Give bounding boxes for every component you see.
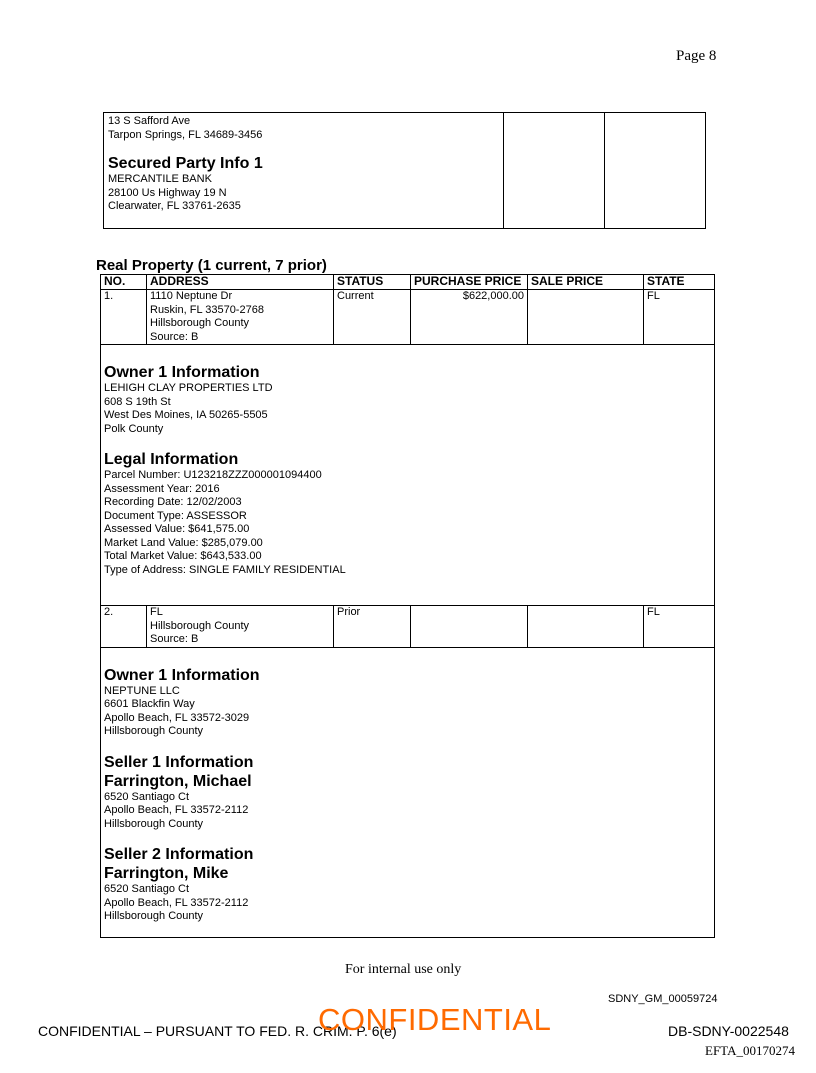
table-header-row [101,275,715,290]
address-line: FL [150,606,163,618]
record-purchase-price [411,606,528,648]
seller-line: Hillsborough County [104,817,204,830]
legal-heading: Legal Information [104,451,239,468]
real-property-title: Real Property (1 current, 7 prior) [96,257,327,274]
owner-line: Polk County [104,422,164,435]
record-status: Current [334,290,411,345]
owner-line: NEPTUNE LLC [104,684,180,697]
address-line: Tarpon Springs, FL 34689-3456 [108,128,263,141]
address-line: Source: B [150,633,199,645]
record-state: FL [644,606,715,648]
confidential-stamp: CONFIDENTIAL [318,1002,552,1037]
seller-line: Hillsborough County [104,910,204,922]
record-purchase-price: $622,000.00 [411,290,528,345]
column-header: PURCHASE PRICE [411,275,528,290]
owner-line: Apollo Beach, FL 33572-3029 [104,711,250,724]
owner-line: 6601 Blackfin Way [104,698,195,710]
record-details-row [101,647,715,937]
seller-line: 6520 Santiago Ct [104,790,190,803]
record-details [101,345,715,606]
column-header: SALE PRICE [528,275,644,290]
empty-cell [504,113,605,228]
seller-name: Farrington, Mike [104,865,229,882]
seller-heading: Seller 1 Information [104,753,254,771]
address-line: 1110 Neptune Dr [150,290,233,302]
seller-line: Apollo Beach, FL 33572-2112 [104,804,249,816]
legal-line: Parcel Number: U123218ZZZ000001094400 [104,469,322,481]
confidential-notice: CONFIDENTIAL – PURSUANT TO FED. R. CRIM. P. 6(e) [38,1023,397,1039]
record-sale-price [528,606,644,648]
record-details [101,647,715,937]
record-number: 2. [101,606,147,648]
column-header: STATUS [334,275,411,290]
efta-number: EFTA_00170274 [705,1043,795,1058]
legal-line: Market Land Value: $285,079.00 [104,536,263,549]
record-sale-price [528,290,644,345]
record-status: Prior [334,606,411,648]
secured-party-box [103,112,706,229]
bates-number: SDNY_GM_00059724 [608,993,718,1005]
legal-line: Assessed Value: $641,575.00 [104,523,250,535]
owner-line: Hillsborough County [104,725,204,737]
secured-party-heading: Secured Party Info 1 [108,155,263,172]
legal-line: Document Type: ASSESSOR [104,509,247,522]
address-line: Ruskin, FL 33570-2768 [150,303,264,316]
seller-name: Farrington, Michael [104,772,252,790]
legal-line: Type of Address: SINGLE FAMILY RESIDENTIAL [104,563,346,576]
record-number: 1. [101,290,147,345]
owner-line: 608 S 19th St [104,395,171,408]
bates-number-db: DB-SDNY-0022548 [668,1023,789,1039]
secured-party-line: 28100 Us Highway 19 N [108,186,227,199]
legal-line: Total Market Value: $643,533.00 [104,550,262,562]
seller-line: 6520 Santiago Ct [104,883,190,895]
owner-line: West Des Moines, IA 50265-5505 [104,409,268,421]
record-state: FL [644,290,715,345]
internal-use-note: For internal use only [345,962,462,977]
record-details-row [101,345,715,606]
seller-line: Apollo Beach, FL 33572-2112 [104,896,249,909]
legal-line: Assessment Year: 2016 [104,482,220,495]
table-row [101,606,715,648]
address-line: Hillsborough County [150,317,250,329]
record-address [147,606,334,648]
seller-heading: Seller 2 Information [104,846,254,863]
address-line: Source: B [150,330,199,343]
legal-line: Recording Date: 12/02/2003 [104,496,242,508]
address-line: Hillsborough County [150,619,250,632]
owner-line: LEHIGH CLAY PROPERTIES LTD [104,382,273,394]
column-header: NO. [101,275,147,290]
secured-party-line: Clearwater, FL 33761-2635 [108,200,241,212]
address-line: 13 S Safford Ave [108,115,191,127]
real-property-table [100,274,715,938]
table-row [101,290,715,345]
record-address [147,290,334,345]
column-header: STATE [644,275,715,290]
page-number: Page 8 [676,48,717,64]
owner-heading: Owner 1 Information [104,666,260,684]
secured-party-cell [104,113,504,228]
column-header: ADDRESS [147,275,334,290]
owner-heading: Owner 1 Information [104,364,260,381]
secured-party-line: MERCANTILE BANK [108,173,212,185]
